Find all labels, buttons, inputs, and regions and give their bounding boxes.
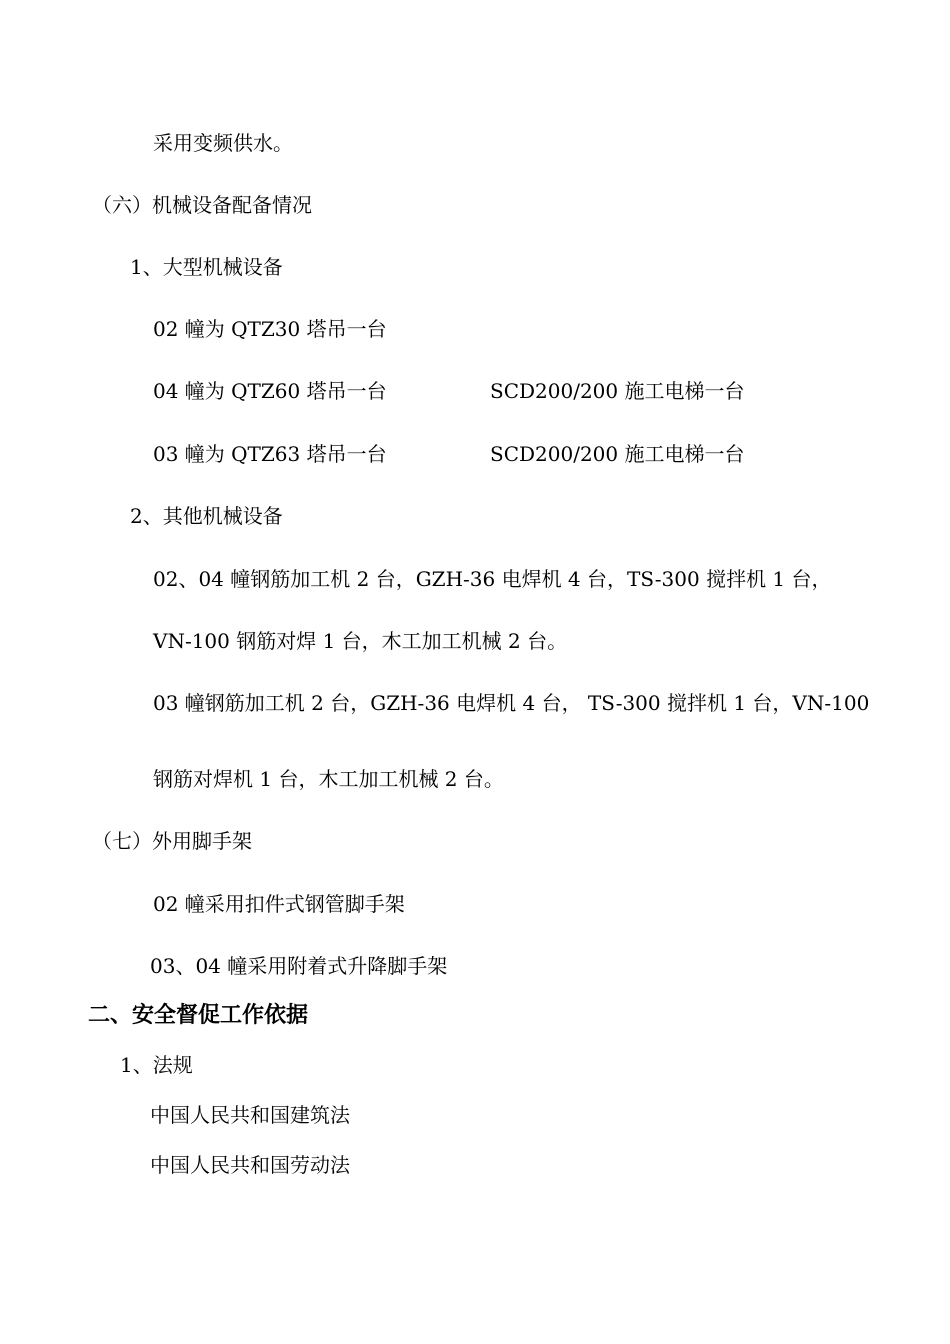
subsection-other-machinery-title: 2、其他机械设备 [130,504,283,528]
machinery-item-03-crane: 03 幢为 QTZ63 塔吊一台 [153,442,387,466]
other-machinery-line-3: 03 幢钢筋加工机 2 台，GZH-36 电焊机 4 台， TS-300 搅拌机 1 台，VN-100 [153,691,870,715]
scaffold-item-03-04: 03、04 幢采用附着式升降脚手架 [150,954,448,978]
section-7-title: （七）外用脚手架 [92,829,252,853]
scaffold-item-02: 02 幢采用扣件式钢管脚手架 [153,892,405,916]
subsection-large-machinery-title: 1、大型机械设备 [130,255,283,279]
regulations-title: 1、法规 [120,1053,193,1077]
other-machinery-line-2: VN-100 钢筋对焊 1 台，木工加工机械 2 台。 [153,629,568,653]
law-item-labor: 中国人民共和国劳动法 [150,1153,350,1177]
paragraph-water-supply: 采用变频供水。 [153,131,293,155]
machinery-item-04-crane: 04 幢为 QTZ60 塔吊一台 [153,379,387,403]
machinery-item-02: 02 幢为 QTZ30 塔吊一台 [153,317,387,341]
machinery-item-03-elevator: SCD200/200 施工电梯一台 [490,442,745,466]
other-machinery-line-4: 钢筋对焊机 1 台，木工加工机械 2 台。 [153,767,504,791]
section-6-title: （六）机械设备配备情况 [92,193,312,217]
other-machinery-line-1: 02、04 幢钢筋加工机 2 台，GZH-36 电焊机 4 台，TS-300 搅拌机 1 台， [153,567,832,591]
machinery-item-04-elevator: SCD200/200 施工电梯一台 [490,379,745,403]
chapter-2-heading: 二、安全督促工作依据 [88,1003,309,1028]
law-item-construction: 中国人民共和国建筑法 [150,1103,350,1127]
